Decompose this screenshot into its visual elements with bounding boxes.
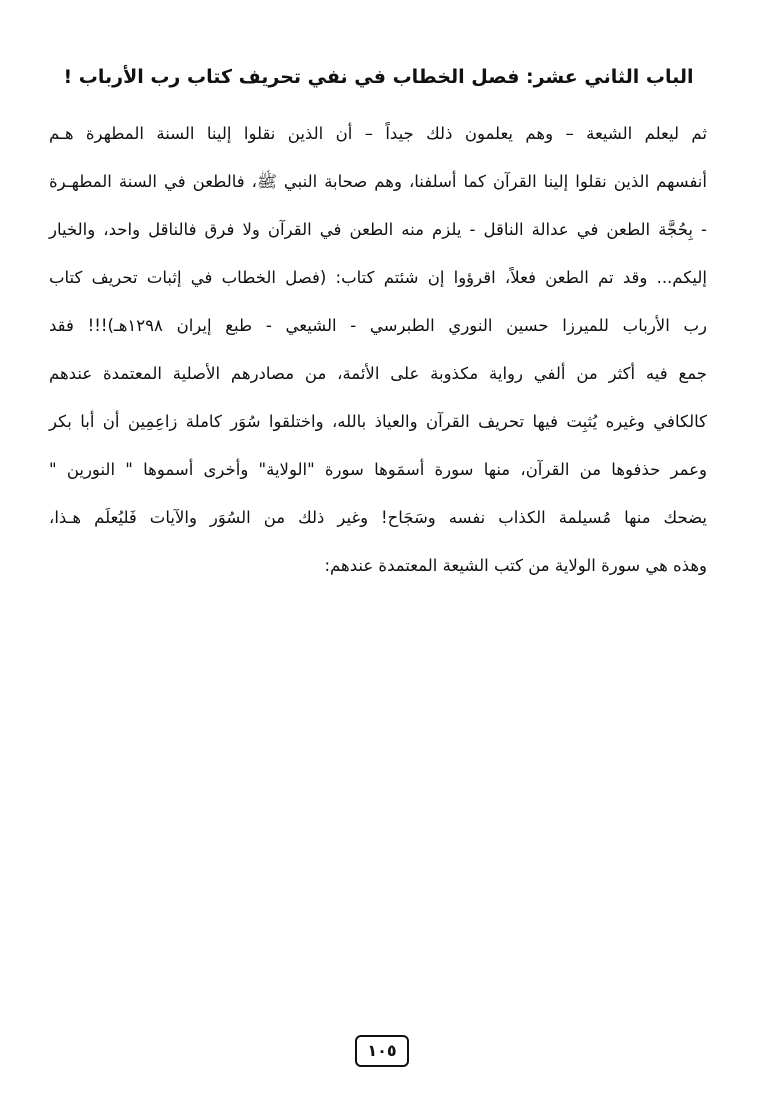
chapter-title: الباب الثاني عشر: فصل الخطاب في نفي تحريف كتاب رب الأرباب ! — [63, 66, 694, 88]
paragraph-line: - بِحُجَّة الطعن في عدالة الناقل - يلزم منه الطعن في القرآن ولا فرق فالناقل واحد، والخيار — [49, 220, 707, 239]
paragraph-line: رب الأرباب للميرزا حسين النوري الطبرسي - الشيعي - طبع إيران ١٢٩٨هـ)!!! فقد — [49, 316, 707, 335]
paragraph-line: جمع فيه أكثر من ألفي رواية مكذوبة على الأئمة، من مصادرهم الأصلية المعتمدة عندهم — [49, 364, 707, 383]
paragraph-line: ثم ليعلم الشيعة – وهم يعلمون ذلك جيداً – أن الذين نقلوا إلينا السنة المطهرة هـم — [49, 124, 707, 143]
page-number-box: ١٠٥ — [355, 1035, 409, 1067]
paragraph-line: إليكم... وقد تم الطعن فعلاً، اقرؤوا إن شئتم كتاب: (فصل الخطاب في إثبات تحريف كتاب — [49, 268, 707, 287]
paragraph-line: يضحك منها مُسيلمة الكذاب نفسه وسَجَاح! وغير ذلك من السُوَر والآيات فَليُعلَم هـذا، — [49, 508, 707, 527]
body-paragraph — [49, 110, 707, 590]
paragraph-line: كالكافي وغيره يُثبِت فيها تحريف القرآن والعياذ بالله، واختلقوا سُوَر كاملة زاعِمِين أن أبا بكر — [49, 412, 707, 431]
paragraph-line: وهذه هي سورة الولاية من كتب الشيعة المعتمدة عندهم: — [324, 556, 707, 575]
paragraph-line: أنفسهم الذين نقلوا إلينا القرآن كما أسلفنا، وهم صحابة النبي ﷺ، فالطعن في السنة المطهـرة — [49, 172, 707, 191]
paragraph-line: وعمر حذفوها من القرآن، منها سورة أسمَوها سورة "الولاية" وأخرى أسموها " النورين " — [49, 460, 707, 479]
